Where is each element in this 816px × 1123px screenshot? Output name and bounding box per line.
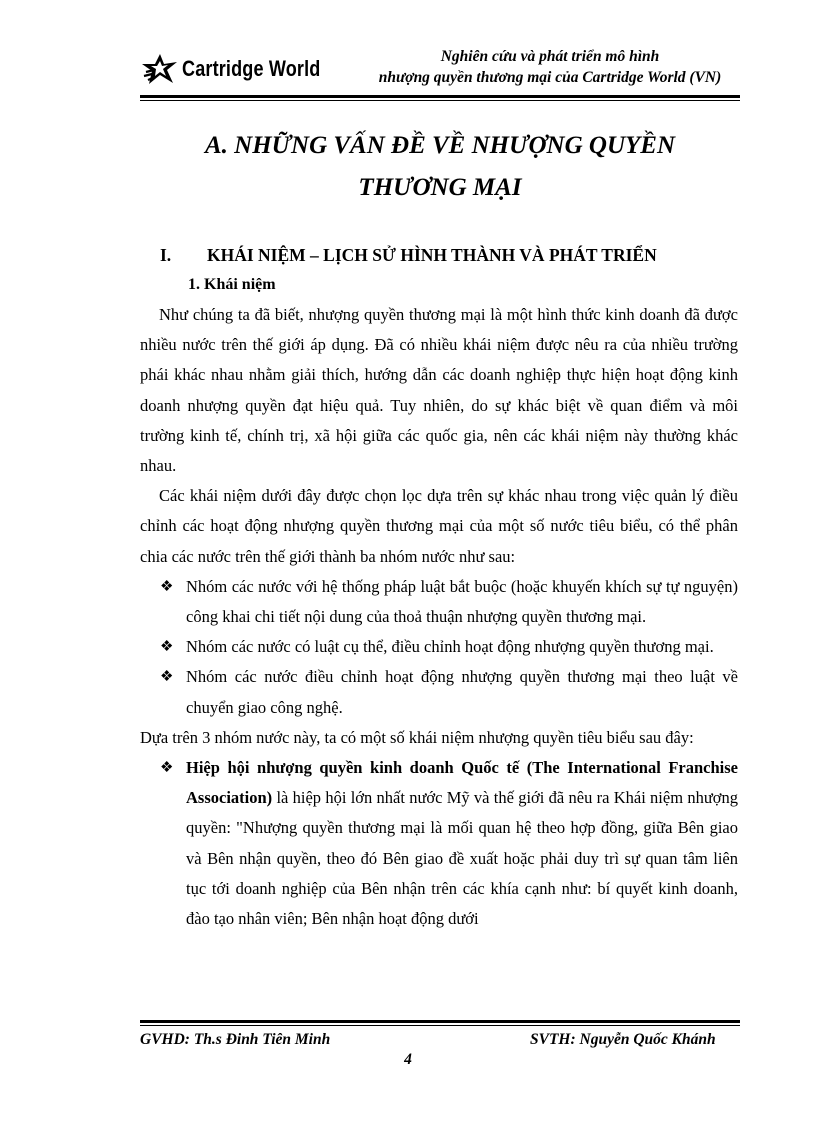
list-item bbox=[140, 632, 738, 662]
brand-logo bbox=[140, 52, 351, 86]
list-item-text: Nhóm các nước điều chỉnh hoạt động nhượng quyền thương mại theo luật về chuyển giao công nghệ. bbox=[186, 667, 738, 717]
diamond-bullet-icon: ❖ bbox=[160, 669, 174, 686]
section-title: KHÁI NIỆM – LỊCH SỬ HÌNH THÀNH VÀ PHÁT TRIỂN bbox=[207, 245, 657, 265]
paragraph: Như chúng ta đã biết, nhượng quyền thương mại là một hình thức kinh doanh đã được nhiều nước trên thế giới áp dụng. Đã có nhiều khái niệm được nêu ra của nhiều trường phái khác nhau nhằm giải thích, hướng dẫn các doanh nghiệp thực hiện hoạt động kinh doanh nhượng quyền đạt hiệu quả. Tuy nhiên, do sự khác biệt về quan điểm và môi trường kinh tế, chính trị, xã hội giữa các quốc gia, nên các khái niệm này thường khác nhau. bbox=[140, 305, 738, 476]
paragraph: Dựa trên 3 nhóm nước này, ta có một số khái niệm nhượng quyền tiêu biểu sau đây: bbox=[140, 727, 694, 747]
section-heading bbox=[160, 245, 740, 266]
page-header bbox=[140, 40, 740, 96]
header-rule-thick bbox=[140, 95, 740, 98]
list-item-text: Nhóm các nước có luật cụ thể, điều chỉnh hoạt động nhượng quyền thương mại. bbox=[186, 637, 714, 657]
header-title bbox=[360, 46, 740, 88]
diamond-bullet-icon: ❖ bbox=[160, 760, 174, 777]
footer-rule-thin bbox=[140, 1025, 740, 1026]
logo-text: Cartridge World bbox=[182, 56, 321, 81]
list-item bbox=[140, 753, 738, 934]
header-rule-thin bbox=[140, 100, 740, 101]
chapter-title-line1: A. NHỮNG VẤN ĐỀ VỀ NHƯỢNG QUYỀN bbox=[204, 132, 676, 159]
footer-supervisor: GVHD: Th.s Đinh Tiên Minh bbox=[140, 1031, 331, 1048]
footer-student: SVTH: Nguyễn Quốc Khánh bbox=[530, 1031, 716, 1048]
footer-rule-thick bbox=[140, 1020, 740, 1023]
list-item bbox=[140, 662, 738, 722]
header-title-line2: nhượng quyền thương mại của Cartridge World (VN) bbox=[378, 69, 722, 86]
header-title-line1: Nghiên cứu và phát triển mô hình bbox=[440, 48, 660, 65]
organization-name: Hiệp hội nhượng quyền kinh doanh Quốc tế (The International Franchise Association) bbox=[186, 758, 738, 808]
subsection-heading: 1. Khái niệm bbox=[188, 276, 276, 293]
list-item-text: Nhóm các nước với hệ thống pháp luật bắt buộc (hoặc khuyến khích sự tự nguyện) công khai chi tiết nội dung của thoả thuận nhượng quyền thương mại. bbox=[186, 576, 738, 627]
paragraph: Các khái niệm dưới đây được chọn lọc dựa trên sự khác nhau trong việc quản lý điều chỉnh các hoạt động nhượng quyền thương mại của một số nước tiêu biểu, có thể phân chia các nước trên thế giới thành ba nhóm nước như sau: bbox=[140, 486, 738, 566]
list-item-text: là hiệp hội lớn nhất nước Mỹ và thế giới đã nêu ra Khái niệm nhượng quyền: "Nhượng quyền thương mại là mối quan hệ theo hợp đồng, giữa Bên giao và Bên nhận quyền, theo đó Bên giao đề xuất hoặc phải duy trì sự quan tâm liên tục tới doanh nghiệp của Bên nhận trên các khía cạnh như: bí quyết kinh doanh, đào tạo nhân viên; Bên nhận hoạt động dưới bbox=[186, 788, 738, 929]
star-logo-icon bbox=[140, 52, 180, 86]
body-text bbox=[140, 300, 738, 934]
page-number: 4 bbox=[404, 1051, 412, 1068]
list-item bbox=[140, 572, 738, 632]
diamond-bullet-icon: ❖ bbox=[160, 578, 174, 595]
diamond-bullet-icon: ❖ bbox=[160, 639, 174, 656]
chapter-title-line2: THƯƠNG MẠI bbox=[358, 174, 522, 201]
section-number: I. bbox=[160, 245, 172, 265]
